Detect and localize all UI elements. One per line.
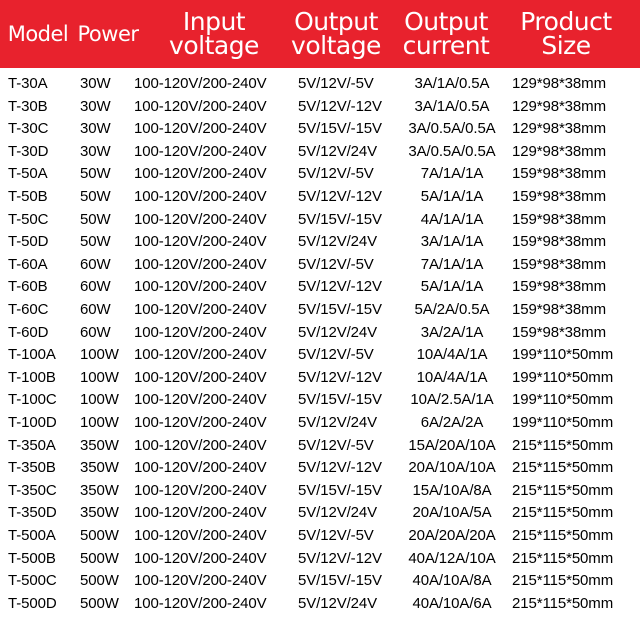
cell-output-current: 40A/10A/8A <box>412 572 492 590</box>
cell-model: T-60B <box>8 278 48 296</box>
cell-output-current: 3A/1A/0.5A <box>414 75 490 92</box>
cell-output-voltage: 5V/12V/-5V <box>298 165 374 183</box>
cell-model: T-100A <box>8 346 56 364</box>
cell-output-current: 6A/2A/2A <box>420 414 484 431</box>
header-model <box>0 0 76 68</box>
cell-input-voltage: 100-120V/200-240V <box>134 278 267 296</box>
cell-power: 30W <box>80 142 111 160</box>
cell-model: T-350B <box>8 459 56 477</box>
table-row <box>0 501 640 524</box>
cell-model: T-50C <box>8 210 49 228</box>
table-row <box>0 298 640 321</box>
cell-product-size: 159*98*38mm <box>512 210 606 228</box>
cell-output-voltage: 5V/15V/-15V <box>298 481 382 499</box>
cell-model: T-50B <box>8 188 48 205</box>
cell-model: T-500A <box>8 527 56 544</box>
cell-product-size: 159*98*38mm <box>512 301 606 318</box>
cell-power: 60W <box>80 301 111 318</box>
table-row <box>0 321 640 344</box>
table-row <box>0 569 640 592</box>
cell-power: 30W <box>80 97 111 115</box>
cell-output-voltage: 5V/15V/-15V <box>298 572 382 590</box>
cell-power: 500W <box>80 594 119 612</box>
cell-product-size: 159*98*38mm <box>512 323 606 341</box>
cell-output-voltage: 5V/12V/24V <box>298 594 378 612</box>
cell-power: 60W <box>80 278 111 296</box>
cell-model: T-50D <box>8 233 49 251</box>
table-row <box>0 162 640 185</box>
cell-model: T-100C <box>8 391 57 409</box>
header-input-line2: voltage <box>169 31 259 60</box>
table-row <box>0 72 640 95</box>
cell-product-size: 159*98*38mm <box>512 188 606 205</box>
cell-power: 30W <box>80 75 111 92</box>
cell-power: 50W <box>80 233 111 251</box>
cell-input-voltage: 100-120V/200-240V <box>134 75 267 92</box>
cell-input-voltage: 100-120V/200-240V <box>134 142 267 160</box>
cell-output-current: 15A/10A/8A <box>412 481 492 499</box>
cell-output-voltage: 5V/15V/-15V <box>298 301 382 318</box>
table-row <box>0 95 640 118</box>
cell-output-current: 20A/20A/20A <box>408 527 496 544</box>
table-row <box>0 456 640 479</box>
cell-input-voltage: 100-120V/200-240V <box>134 255 267 273</box>
cell-input-voltage: 100-120V/200-240V <box>134 165 267 183</box>
cell-output-voltage: 5V/12V/-5V <box>298 75 374 92</box>
cell-power: 350W <box>80 504 119 522</box>
table-header <box>0 0 640 68</box>
cell-output-voltage: 5V/12V/-12V <box>298 188 382 205</box>
table-row <box>0 275 640 298</box>
cell-power: 500W <box>80 527 119 544</box>
cell-output-voltage: 5V/12V/-5V <box>298 346 374 364</box>
cell-input-voltage: 100-120V/200-240V <box>134 323 267 341</box>
header-size-line1: Product <box>520 7 612 36</box>
cell-output-current: 40A/12A/10A <box>408 549 496 567</box>
cell-output-voltage: 5V/12V/-12V <box>298 97 382 115</box>
cell-model: T-60A <box>8 255 48 273</box>
cell-output-current: 10A/4A/1A <box>416 346 488 364</box>
header-model-label: Model <box>7 22 69 46</box>
cell-input-voltage: 100-120V/200-240V <box>134 97 267 115</box>
cell-power: 350W <box>80 481 119 499</box>
cell-output-current: 15A/20A/10A <box>408 436 496 454</box>
cell-output-current: 3A/0.5A/0.5A <box>408 142 496 160</box>
header-output-current-line2: current <box>402 31 490 60</box>
cell-power: 50W <box>80 165 111 183</box>
cell-input-voltage: 100-120V/200-240V <box>134 572 267 590</box>
header-output-voltage-line2: voltage <box>291 31 381 60</box>
cell-input-voltage: 100-120V/200-240V <box>134 301 267 318</box>
header-power-label: Power <box>77 22 139 46</box>
header-output-current <box>392 0 500 68</box>
cell-model: T-30C <box>8 120 49 138</box>
cell-product-size: 215*115*50mm <box>512 504 614 522</box>
cell-model: T-30A <box>8 75 48 92</box>
cell-input-voltage: 100-120V/200-240V <box>134 459 267 477</box>
cell-input-voltage: 100-120V/200-240V <box>134 436 267 454</box>
cell-output-voltage: 5V/12V/24V <box>298 414 378 431</box>
header-output-voltage <box>288 0 384 68</box>
cell-power: 500W <box>80 572 119 590</box>
cell-product-size: 129*98*38mm <box>512 75 606 92</box>
cell-power: 100W <box>80 346 119 364</box>
cell-input-voltage: 100-120V/200-240V <box>134 504 267 522</box>
cell-power: 100W <box>80 391 119 409</box>
cell-product-size: 159*98*38mm <box>512 255 606 273</box>
cell-output-voltage: 5V/12V/-12V <box>298 368 382 386</box>
cell-output-current: 7A/1A/1A <box>420 255 484 273</box>
cell-power: 60W <box>80 323 111 341</box>
cell-model: T-350C <box>8 481 57 499</box>
cell-product-size: 215*115*50mm <box>512 549 614 567</box>
cell-product-size: 159*98*38mm <box>512 165 606 183</box>
header-power <box>76 0 140 68</box>
cell-output-voltage: 5V/12V/24V <box>298 142 378 160</box>
cell-product-size: 215*115*50mm <box>512 594 614 612</box>
cell-model: T-500D <box>8 594 57 612</box>
cell-input-voltage: 100-120V/200-240V <box>134 346 267 364</box>
cell-product-size: 215*115*50mm <box>512 459 614 477</box>
cell-output-current: 20A/10A/10A <box>408 459 496 477</box>
table-row <box>0 208 640 231</box>
table-row <box>0 343 640 366</box>
cell-power: 350W <box>80 459 119 477</box>
header-input-line1: Input <box>182 7 246 36</box>
cell-output-current: 5A/1A/1A <box>420 188 484 205</box>
cell-model: T-60C <box>8 301 49 318</box>
cell-output-current: 3A/0.5A/0.5A <box>408 120 496 138</box>
table-row <box>0 479 640 502</box>
table-row <box>0 592 640 615</box>
table-row <box>0 366 640 389</box>
cell-model: T-30D <box>8 142 49 160</box>
cell-output-current: 3A/1A/1A <box>420 233 484 251</box>
cell-product-size: 215*115*50mm <box>512 481 614 499</box>
table-row <box>0 547 640 570</box>
table-row <box>0 230 640 253</box>
cell-power: 100W <box>80 368 119 386</box>
cell-input-voltage: 100-120V/200-240V <box>134 414 267 431</box>
cell-model: T-500B <box>8 549 56 567</box>
cell-product-size: 159*98*38mm <box>512 278 606 296</box>
cell-product-size: 159*98*38mm <box>512 233 606 251</box>
cell-output-current: 7A/1A/1A <box>420 165 484 183</box>
table-row <box>0 185 640 208</box>
cell-output-current: 5A/1A/1A <box>420 278 484 296</box>
table-row <box>0 253 640 276</box>
cell-product-size: 215*115*50mm <box>512 527 614 544</box>
cell-output-voltage: 5V/12V/-12V <box>298 549 382 567</box>
header-output-voltage-line1: Output <box>294 7 378 36</box>
cell-model: T-60D <box>8 323 49 341</box>
table-row <box>0 388 640 411</box>
cell-input-voltage: 100-120V/200-240V <box>134 120 267 138</box>
cell-output-current: 4A/1A/1A <box>420 210 484 228</box>
cell-power: 100W <box>80 414 119 431</box>
cell-output-current: 40A/10A/6A <box>412 594 492 612</box>
cell-input-voltage: 100-120V/200-240V <box>134 549 267 567</box>
cell-output-current: 5A/2A/0.5A <box>414 301 490 318</box>
cell-power: 50W <box>80 188 111 205</box>
cell-output-voltage: 5V/12V/-5V <box>298 436 374 454</box>
cell-product-size: 199*110*50mm <box>512 346 614 364</box>
cell-output-voltage: 5V/12V/-5V <box>298 255 374 273</box>
cell-output-current: 3A/1A/0.5A <box>414 97 490 115</box>
header-size-line2: Size <box>541 31 591 60</box>
cell-output-voltage: 5V/15V/-15V <box>298 120 382 138</box>
cell-output-voltage: 5V/12V/-5V <box>298 527 374 544</box>
cell-product-size: 199*110*50mm <box>512 391 614 409</box>
cell-output-voltage: 5V/12V/-12V <box>298 459 382 477</box>
cell-input-voltage: 100-120V/200-240V <box>134 391 267 409</box>
cell-model: T-350D <box>8 504 57 522</box>
cell-model: T-500C <box>8 572 57 590</box>
cell-input-voltage: 100-120V/200-240V <box>134 233 267 251</box>
cell-model: T-50A <box>8 165 48 183</box>
cell-product-size: 199*110*50mm <box>512 368 614 386</box>
cell-output-voltage: 5V/12V/24V <box>298 323 378 341</box>
cell-output-voltage: 5V/15V/-15V <box>298 391 382 409</box>
cell-output-current: 3A/2A/1A <box>420 323 484 341</box>
cell-input-voltage: 100-120V/200-240V <box>134 527 267 544</box>
table-row <box>0 524 640 547</box>
cell-output-voltage: 5V/12V/24V <box>298 233 378 251</box>
cell-output-voltage: 5V/12V/-12V <box>298 278 382 296</box>
cell-product-size: 129*98*38mm <box>512 97 606 115</box>
cell-power: 50W <box>80 210 111 228</box>
cell-output-current: 10A/2.5A/1A <box>410 391 494 409</box>
header-input-voltage <box>150 0 278 68</box>
cell-model: T-30B <box>8 97 48 115</box>
cell-product-size: 199*110*50mm <box>512 414 614 431</box>
cell-power: 500W <box>80 549 119 567</box>
cell-input-voltage: 100-120V/200-240V <box>134 368 267 386</box>
cell-input-voltage: 100-120V/200-240V <box>134 594 267 612</box>
cell-power: 350W <box>80 436 119 454</box>
cell-product-size: 215*115*50mm <box>512 572 614 590</box>
table-row <box>0 117 640 140</box>
cell-product-size: 129*98*38mm <box>512 120 606 138</box>
table-row <box>0 411 640 434</box>
cell-model: T-100D <box>8 414 57 431</box>
cell-output-voltage: 5V/15V/-15V <box>298 210 382 228</box>
cell-model: T-350A <box>8 436 56 454</box>
cell-input-voltage: 100-120V/200-240V <box>134 481 267 499</box>
cell-model: T-100B <box>8 368 56 386</box>
header-product-size <box>508 0 624 68</box>
cell-product-size: 215*115*50mm <box>512 436 614 454</box>
header-output-current-line1: Output <box>404 7 488 36</box>
cell-input-voltage: 100-120V/200-240V <box>134 210 267 228</box>
cell-output-voltage: 5V/12V/24V <box>298 504 378 522</box>
cell-input-voltage: 100-120V/200-240V <box>134 188 267 205</box>
cell-output-current: 10A/4A/1A <box>416 368 488 386</box>
cell-output-current: 20A/10A/5A <box>412 504 492 522</box>
table-row <box>0 140 640 163</box>
cell-power: 30W <box>80 120 111 138</box>
cell-product-size: 129*98*38mm <box>512 142 606 160</box>
cell-power: 60W <box>80 255 111 273</box>
table-row <box>0 434 640 457</box>
